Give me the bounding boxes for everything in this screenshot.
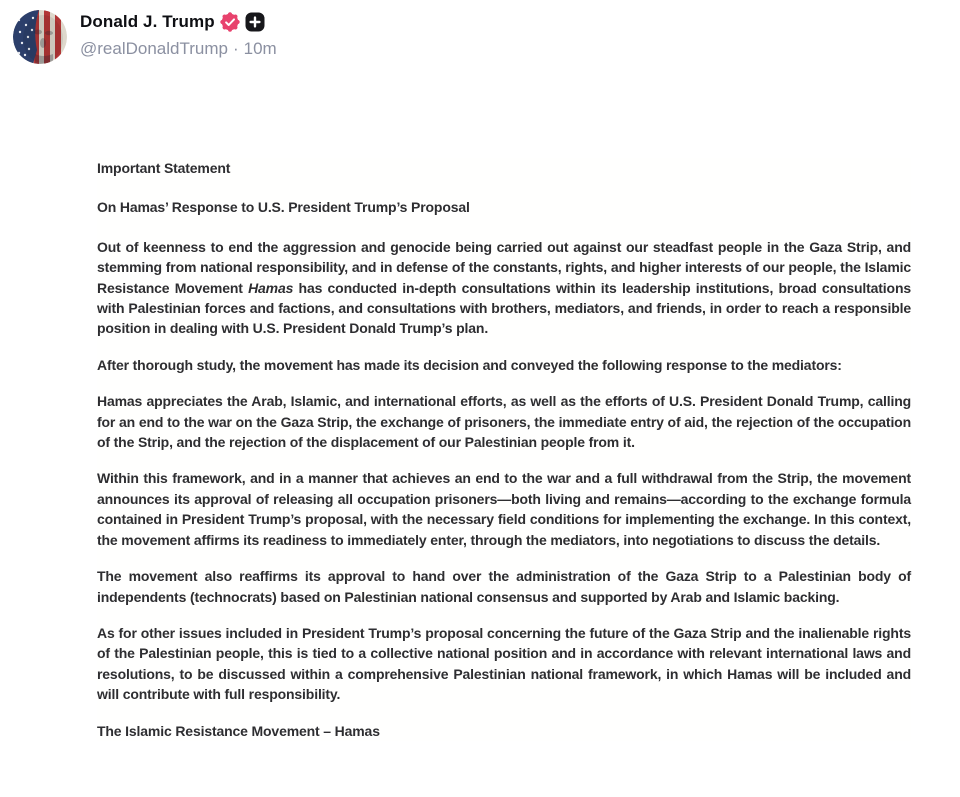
statement-paragraph-5: The movement also reaffirms its approval to hand over the administration of the Gaza Strip to a Palestinian body of independents (technocrats) based on Palestinian national consensus and supported by Arab and Islamic backing. [97, 568, 911, 605]
statement-paragraph-1 [97, 237, 911, 339]
flag-face-avatar-image [13, 10, 67, 64]
statement-paragraph-6: As for other issues included in President Trump’s proposal concerning the future of the Gaza Strip and the inalienable rights of the Palestinian people, this is tied to a collective national position and in accordance with relevant international laws and resolutions, to be discussed within a comprehensive Palestinian national framework, in which Hamas will be included and will contribute with full responsibility. [97, 624, 911, 703]
statement-paragraph-4: Within this framework, and in a manner that achieves an end to the war and a full withdrawal from the Strip, the movement announces its approval of releasing all occupation prisoners—both living and remains—according to the exchange formula contained in President Trump’s proposal, with the necessary field conditions for implementing the exchange. In this context, the movement affirms its readiness to immediately enter, through the mediators, into negotiations to discuss the details. [97, 470, 911, 548]
post-header [0, 0, 960, 64]
user-handle[interactable]: @realDonaldTrump [80, 39, 228, 58]
display-name[interactable]: Donald J. Trump [80, 12, 215, 31]
statement-subtitle: On Hamas’ Response to U.S. President Trump’s Proposal [97, 199, 470, 216]
avatar[interactable] [13, 10, 67, 64]
statement-image[interactable] [97, 158, 911, 741]
statement-paragraph-2: After thorough study, the movement has made its decision and conveyed the following response to the mediators: [97, 356, 842, 373]
post-timestamp[interactable]: 10m [243, 39, 277, 58]
statement-signature: The Islamic Resistance Movement – Hamas [97, 722, 380, 739]
paragraph-text: Out of keenness to end the aggression and genocide being carried out against our steadfast people in the Gaza Strip, and stemming from national responsibility, and in defense of the constants, rights, and higher interests of our people, the Islamic Resistance Movement [97, 238, 911, 296]
separator-dot: · [232, 39, 239, 58]
header-info [80, 10, 277, 59]
statement-title: Important Statement [97, 160, 231, 176]
statement-paragraph-3: Hamas appreciates the Arab, Islamic, and international efforts, as well as the efforts of U.S. President Donald Trump, calling for an end to the war on the Gaza Strip, the exchange of prisoners, the immediate entry of aid, the rejection of the occupation of the Strip, and the rejection of the displacement of our Palestinian people from it. [97, 393, 911, 451]
plus-badge-icon [245, 12, 265, 32]
statement-document [97, 158, 911, 741]
verified-badge-icon [220, 12, 240, 32]
handle-row [80, 39, 277, 59]
name-row [80, 12, 277, 32]
paragraph-italic-text: Hamas [248, 279, 294, 296]
paragraph-text: has conducted in-depth consultations within its leadership institutions, broad consultations with Palestinian forces and factions, and consultations with brothers, mediators, and friends, in order to reach a responsible position in dealing with U.S. President Donald Trump’s plan. [97, 279, 911, 337]
